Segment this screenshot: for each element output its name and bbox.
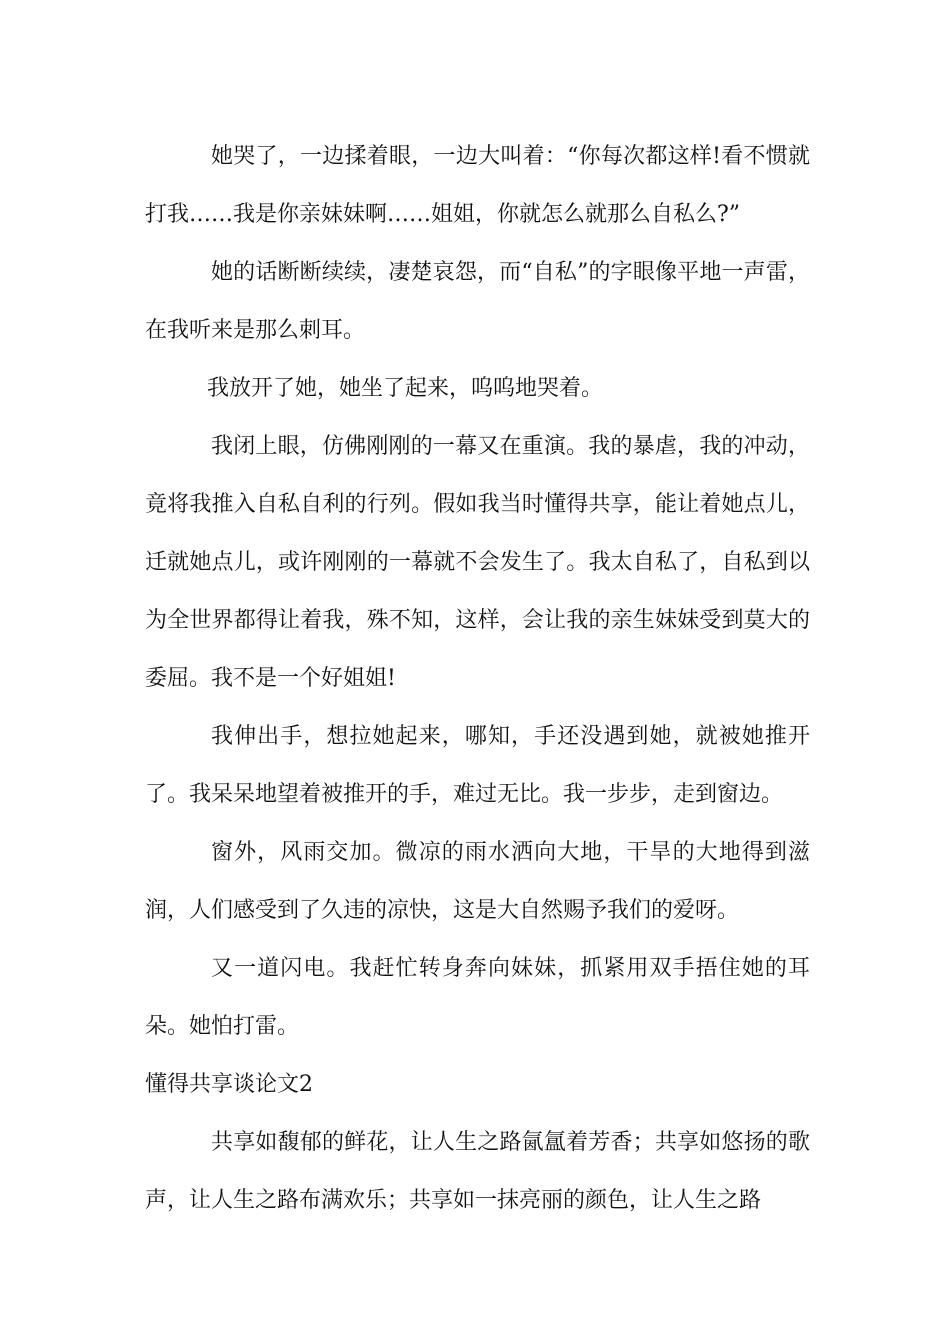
paragraph: 她哭了，一边揉着眼，一边大叫着：“你每次都这样!看不惯就打我……我是你亲妹妹啊……姐姐，你就怎么就那么自私么?” — [145, 144, 810, 227]
paragraph: 窗外，风雨交加。微凉的雨水洒向大地，干旱的大地得到滋润，人们感受到了久违的凉快，这是大自然赐予我们的爱呀。 — [145, 840, 810, 923]
paragraph: 她的话断断续续，凄楚哀怨，而“自私”的字眼像平地一声雷，在我听来是那么刺耳。 — [145, 260, 810, 343]
paragraph: 我放开了她，她坐了起来，呜呜地哭着。 — [207, 376, 604, 401]
paragraph: 我闭上眼，仿佛刚刚的一幕又在重演。我的暴虐，我的冲动，竟将我推入自私自利的行列。假如我当时懂得共享，能让着她点儿，迁就她点儿，或许刚刚的一幕就不会发生了。我太自私了，自私到以为全世界都得让着我，殊不知，这样，会让我的亲生妹妹受到莫大的委屈。我不是一个好姐姐! — [145, 434, 810, 691]
paragraph: 又一道闪电。我赶忙转身奔向妹妹，抓紧用双手捂住她的耳朵。她怕打雷。 — [145, 956, 810, 1039]
paragraph: 我伸出手，想拉她起来，哪知，手还没遇到她，就被她推开了。我呆呆地望着被推开的手，难过无比。我一步步，走到窗边。 — [145, 724, 810, 807]
paragraph: 共享如馥郁的鲜花，让人生之路氤氲着芳香；共享如悠扬的歌声，让人生之路布满欢乐；共享如一抹亮丽的颜色，让人生之路 — [145, 1130, 810, 1213]
section-heading: 懂得共享谈论文2 — [145, 1072, 313, 1097]
document-body — [145, 128, 810, 1230]
